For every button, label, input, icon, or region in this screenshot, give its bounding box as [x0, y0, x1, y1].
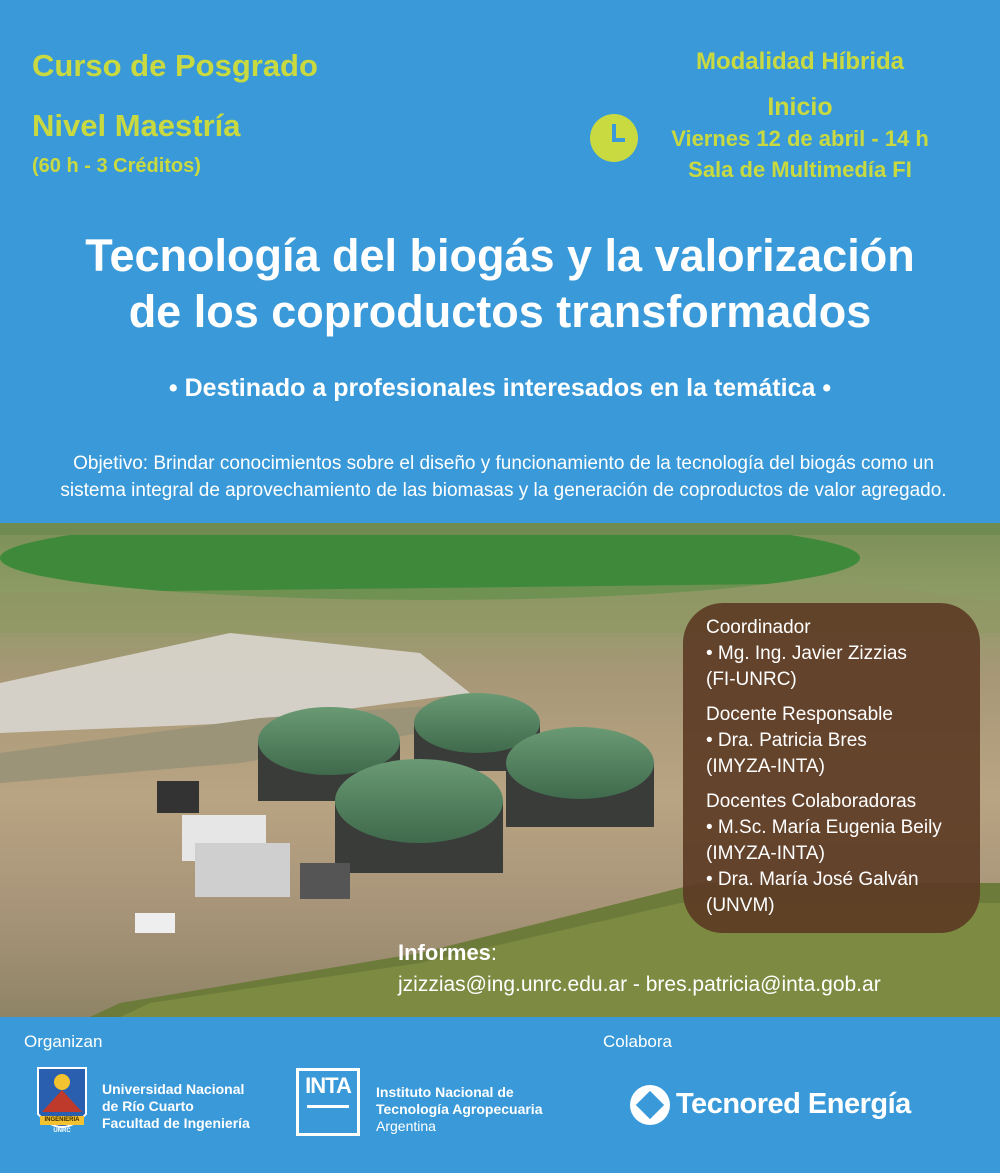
coordinator-org: (FI-UNRC) — [706, 669, 797, 690]
responsible-org: (IMYZA-INTA) — [706, 756, 825, 777]
unrc-line-1: Universidad Nacional — [102, 1081, 245, 1097]
inta-logo — [296, 1068, 360, 1136]
tecnored-logo-mark — [636, 1091, 664, 1119]
inta-line-1: Instituto Nacional de — [376, 1084, 514, 1100]
biogas-tank — [335, 759, 503, 873]
responsible-heading: Docente Responsable — [706, 704, 893, 725]
collaborator-1-name: • M.Sc. María Eugenia Beily — [706, 817, 942, 838]
location: Sala de Multimedía FI — [688, 157, 912, 182]
inta-line-3: Argentina — [376, 1118, 436, 1134]
unrc-text — [102, 1081, 250, 1132]
objective-line-1: Objetivo: Brindar conocimientos sobre el diseño y funcionamiento de la tecnología del biogás como un — [73, 453, 934, 474]
inta-text — [376, 1084, 542, 1135]
start-date: Viernes 12 de abril - 14 h — [671, 126, 929, 151]
clock-icon — [590, 114, 638, 162]
inta-logo-mark — [307, 1105, 349, 1130]
course-level: Nivel Maestría — [32, 108, 241, 143]
unrc-logo — [36, 1066, 88, 1140]
coordinator-name: • Mg. Ing. Javier Zizzias — [706, 643, 907, 664]
inta-logo-text: INTA — [305, 1073, 351, 1098]
modality: Modalidad Híbrida — [695, 48, 904, 75]
objective-line-2: sistema integral de aprovechamiento de las biomasas y la generación de coproductos de valor agregado. — [60, 480, 947, 501]
tecnored-name: Tecnored Energía — [676, 1088, 911, 1120]
collaborator-2-org: (UNVM) — [706, 895, 775, 916]
unrc-line-2: de Río Cuarto — [102, 1098, 194, 1114]
title-line-1: Tecnología del biogás y la valorización — [85, 230, 915, 281]
title-line-2: de los coproductos transformados — [128, 286, 872, 337]
organizan-label: Organizan — [24, 1032, 103, 1051]
collaborator-2-name: • Dra. María José Galván — [706, 869, 919, 890]
hours-credits: (60 h - 3 Créditos) — [32, 155, 201, 177]
tecnored-logo — [630, 1085, 670, 1125]
subtitle: • Destinado a profesionales interesados en la temática • — [168, 374, 832, 402]
start-label: Inicio — [767, 93, 833, 121]
contact-emails[interactable]: jzizzias@ing.unrc.edu.ar - bres.patricia@inta.gob.ar — [398, 973, 881, 996]
collaborator-1-org: (IMYZA-INTA) — [706, 843, 825, 864]
informes-heading — [398, 940, 497, 966]
course-type: Curso de Posgrado — [32, 48, 318, 83]
collaborators-heading: Docentes Colaboradoras — [706, 791, 917, 812]
informes-colon: : — [490, 940, 498, 965]
colabora-label: Colabora — [603, 1032, 672, 1051]
unrc-line-3: Facultad de Ingeniería — [102, 1115, 250, 1131]
informes-label: Informes — [398, 940, 491, 965]
coordinator-heading: Coordinador — [706, 617, 811, 638]
unrc-badge-sub: UNRC — [53, 1128, 71, 1134]
objective — [16, 450, 991, 504]
staff-panel — [683, 603, 980, 933]
unrc-badge-text: INGENIERIA — [44, 1117, 80, 1123]
inta-line-2: Tecnología Agropecuaria — [376, 1101, 543, 1117]
responsible-name: • Dra. Patricia Bres — [706, 730, 867, 751]
biogas-tank — [506, 727, 654, 827]
page-title — [0, 228, 1000, 340]
